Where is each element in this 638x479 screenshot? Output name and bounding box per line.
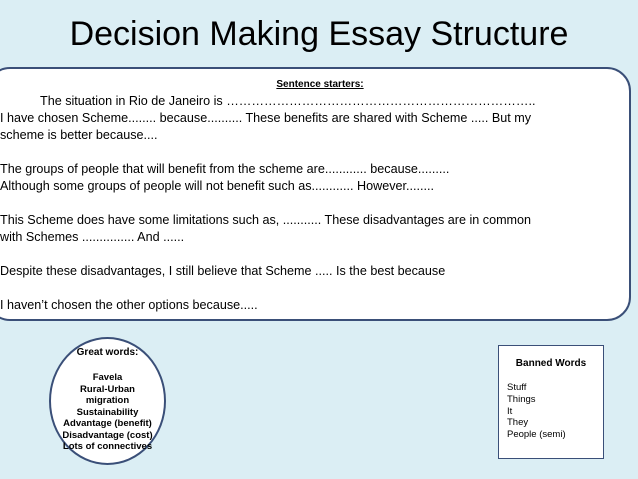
starter-line: I haven’t chosen the other options because.....: [0, 298, 258, 312]
starter-line: The groups of people that will benefit from the scheme are............ because.........: [0, 162, 450, 176]
great-word-item: Lots of connectives: [62, 441, 153, 452]
starter-line: with Schemes ............... And ......: [0, 230, 185, 244]
great-words-title: Great words:: [76, 347, 139, 358]
banned-word-item: People (semi): [507, 429, 566, 441]
great-word-item: migration: [85, 395, 130, 406]
starter-line: scheme is better because....: [0, 128, 158, 142]
banned-words-title: Banned Words: [515, 358, 587, 369]
starter-line: This Scheme does have some limitations such as, ........... These disadvantages are in common: [0, 213, 532, 227]
great-words-list: [49, 372, 166, 453]
banned-word-item: Things: [507, 393, 536, 405]
banned-word-item: They: [507, 417, 529, 429]
great-word-item: Sustainability: [76, 406, 139, 418]
great-word-item: Advantage (benefit): [63, 418, 152, 429]
great-word-item: Favela: [92, 372, 123, 383]
great-word-item: Rural-Urban: [80, 383, 135, 395]
banned-word-item: Stuff: [507, 382, 527, 393]
starter-line: I have chosen Scheme........ because.......... These benefits are shared with Scheme ..... But my: [0, 111, 532, 125]
sentence-starters-heading: Sentence starters:: [276, 79, 364, 90]
starter-line: Despite these disadvantages, I still believe that Scheme ..... Is the best because: [0, 264, 446, 278]
banned-word-item: It: [507, 405, 513, 417]
banned-words-list: [507, 382, 602, 441]
starter-line: Although some groups of people will not benefit such as............ However........: [0, 179, 435, 193]
starter-line: The situation in Rio de Janeiro is ………………………………………………………………..: [40, 94, 536, 108]
great-word-item: Disadvantage (cost): [62, 429, 153, 441]
page-title: Decision Making Essay Structure: [69, 15, 569, 53]
